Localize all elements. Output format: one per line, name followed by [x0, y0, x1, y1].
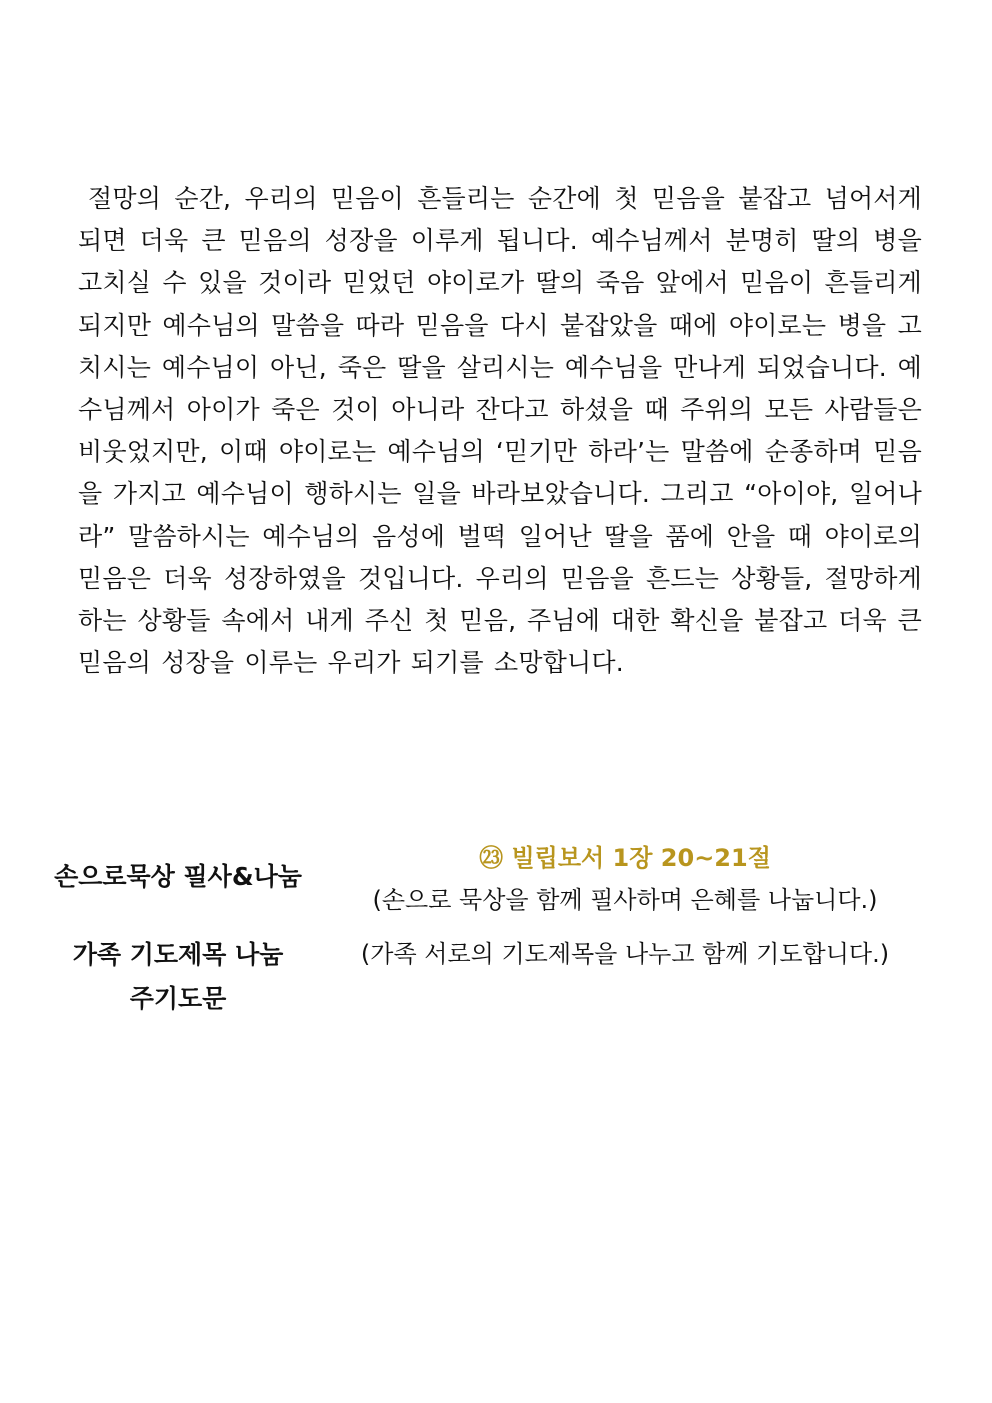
family-prayer-label: 가족 기도제목 나눔	[72, 940, 284, 969]
handwriting-meditation-label: 손으로묵상 필사&나눔	[54, 862, 302, 891]
handwriting-instruction: (손으로 묵상을 함께 필사하며 은혜를 나눕니다.)	[372, 886, 878, 914]
scripture-reference: ㉓ 빌립보서 1장 20~21절	[479, 844, 771, 872]
meditation-text	[78, 178, 922, 684]
meditation-paragraph: 절망의 순간, 우리의 믿음이 흔들리는 순간에 첫 믿음을 붙잡고 넘어서게 되면 더욱 큰 믿음의 성장을 이루게 됩니다. 예수님께서 분명히 딸의 병을 고치실 수 있을 것이라 믿었던 야이로가 딸의 죽음 앞에서 믿음이 흔들리게 되지만 예수님의 말씀을 따라 믿음을 다시 붙잡았을 때에 야이로는 병을 고치시는 예수님이 아닌, 죽은 딸을 살리시는 예수님을 만나게 되었습니다. 예수님께서 아이가 죽은 것이 아니라 잔다고 하셨을 때 주위의 모든 사람들은 비웃었지만, 이때 야이로는 예수님의 ‘믿기만 하라’는 말씀에 순종하며 믿음을 가지고 예수님이 행하시는 일을 바라보았습니다. 그리고 “아이야, 일어나라” 말씀하시는 예수님의 음성에 벌떡 일어난 딸을 품에 안을 때 야이로의 믿음은 더욱 성장하였을 것입니다. 우리의 믿음을 흔드는 상황들, 절망하게 하는 상황들 속에서 내게 주신 첫 믿음, 주님에 대한 확신을 붙잡고 더욱 큰 믿음의 성장을 이루는 우리가 되기를 소망합니다.	[78, 184, 922, 678]
family-prayer-instruction: (가족 서로의 기도제목을 나누고 함께 기도합니다.)	[360, 940, 890, 968]
lords-prayer-label: 주기도문	[129, 984, 227, 1013]
